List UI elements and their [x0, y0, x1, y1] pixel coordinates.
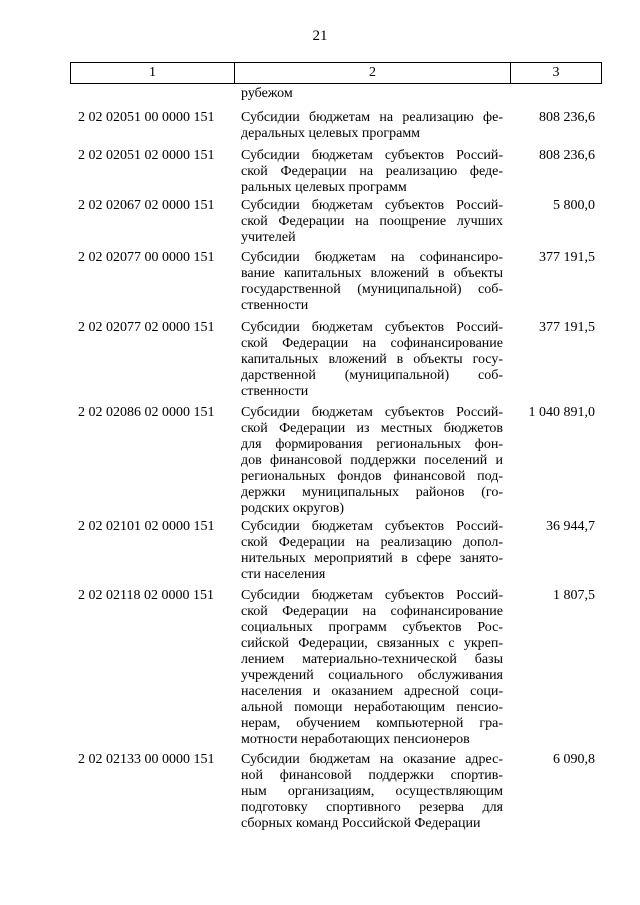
row-description	[241, 752, 503, 832]
description-line: нерам, обучением компьютерной гра-	[241, 716, 503, 731]
description-line: Субсидии бюджетам субъектов Россий-	[241, 198, 503, 213]
description-line: ской Федерации на софинансирование	[241, 336, 503, 351]
budget-code: 2 02 02067 02 0000 151	[78, 198, 215, 213]
description-line: держки муниципальных районов (го-	[241, 485, 503, 500]
page-number: 21	[312, 28, 328, 44]
row-description	[241, 250, 503, 314]
row-amount: 377 191,5	[539, 320, 595, 335]
row-amount: 377 191,5	[539, 250, 595, 265]
row-amount: 5 800,0	[553, 198, 595, 213]
description-line: альной помощи неработающим пенсио-	[241, 700, 503, 715]
description-line: капитальных вложений в объекты госу-	[241, 352, 503, 367]
description-line: дарственной (муниципальной) соб-	[241, 368, 503, 383]
description-line: Субсидии бюджетам на оказание адрес-	[241, 752, 503, 767]
description-line: ской Федерации на реализацию феде-	[241, 164, 503, 179]
description-line: государственной (муниципальной) соб-	[241, 282, 503, 297]
description-line: мотности неработающих пенсионеров	[241, 732, 470, 747]
description-line: ной финансовой поддержки спортив-	[241, 768, 503, 783]
description-line: ской Федерации из местных бюджетов	[241, 421, 503, 436]
budget-code: 2 02 02077 00 0000 151	[78, 250, 215, 265]
column-header-1: 1	[71, 63, 235, 83]
row-amount: 1 807,5	[553, 588, 595, 603]
description-line: вание капитальных вложений в объекты	[241, 266, 503, 281]
row-description	[241, 148, 503, 196]
budget-code: 2 02 02086 02 0000 151	[78, 405, 215, 420]
budget-code: 2 02 02077 02 0000 151	[78, 320, 215, 335]
description-line: Субсидии бюджетам на реализацию фе-	[241, 110, 503, 125]
budget-code: 2 02 02051 00 0000 151	[78, 110, 215, 125]
description-line: социальных программ субъектов Рос-	[241, 620, 503, 635]
description-line: подготовку спортивного резерва для	[241, 800, 503, 815]
description-line: сти населения	[241, 567, 326, 582]
description-line: ральных целевых программ	[241, 180, 407, 195]
description-line: Субсидии бюджетам на софинансиро-	[241, 250, 503, 265]
description-line: Субсидии бюджетам субъектов Россий-	[241, 588, 503, 603]
row-description	[241, 588, 503, 748]
row-description	[241, 110, 503, 142]
row-amount: 808 236,6	[539, 110, 595, 125]
row-description	[241, 198, 503, 246]
description-line: учреждений социального обслуживания	[241, 668, 503, 683]
row-description	[241, 320, 503, 400]
description-line: Субсидии бюджетам субъектов Россий-	[241, 320, 503, 335]
row-amount: 1 040 891,0	[528, 405, 595, 420]
description-line: ской Федерации на поощрение лучших	[241, 214, 503, 229]
description-line: Субсидии бюджетам субъектов Россий-	[241, 519, 503, 534]
row-description	[241, 405, 503, 517]
continuation-text: рубежом	[241, 86, 293, 101]
description-line: Субсидии бюджетам субъектов Россий-	[241, 405, 503, 420]
description-line: ственности	[241, 298, 309, 313]
description-line: ным организациям, осуществляющим	[241, 784, 503, 799]
column-header-2: 2	[235, 63, 511, 83]
description-line: дов финансовой поддержки поселений и	[241, 453, 503, 468]
budget-code: 2 02 02101 02 0000 151	[78, 519, 215, 534]
budget-code: 2 02 02051 02 0000 151	[78, 148, 215, 163]
table-header	[70, 62, 602, 84]
budget-code: 2 02 02118 02 0000 151	[78, 588, 214, 603]
description-line: сборных команд Российской Федерации	[241, 816, 481, 831]
description-line: ской Федерации на софинансирование	[241, 604, 503, 619]
description-line: для формирования региональных фон-	[241, 437, 503, 452]
row-description	[241, 519, 503, 583]
description-line: региональных фондов финансовой под-	[241, 469, 503, 484]
description-line: деральных целевых программ	[241, 126, 421, 141]
description-line: учителей	[241, 230, 296, 245]
column-header-3: 3	[552, 65, 560, 80]
row-amount: 36 944,7	[546, 519, 595, 534]
row-amount: 6 090,8	[553, 752, 595, 767]
description-line: населения и оказанием адресной соци-	[241, 684, 503, 699]
description-line: лением материально-технической базы	[241, 652, 503, 667]
description-line: ской Федерации на реализацию допол-	[241, 535, 503, 550]
budget-code: 2 02 02133 00 0000 151	[78, 752, 215, 767]
row-amount: 808 236,6	[539, 148, 595, 163]
description-line: сийской Федерации, связанных с укреп-	[241, 636, 503, 651]
description-line: родских округов)	[241, 501, 345, 516]
description-line: нительных мероприятий в сфере занято-	[241, 551, 503, 566]
description-line: Субсидии бюджетам субъектов Россий-	[241, 148, 503, 163]
description-line: ственности	[241, 384, 309, 399]
